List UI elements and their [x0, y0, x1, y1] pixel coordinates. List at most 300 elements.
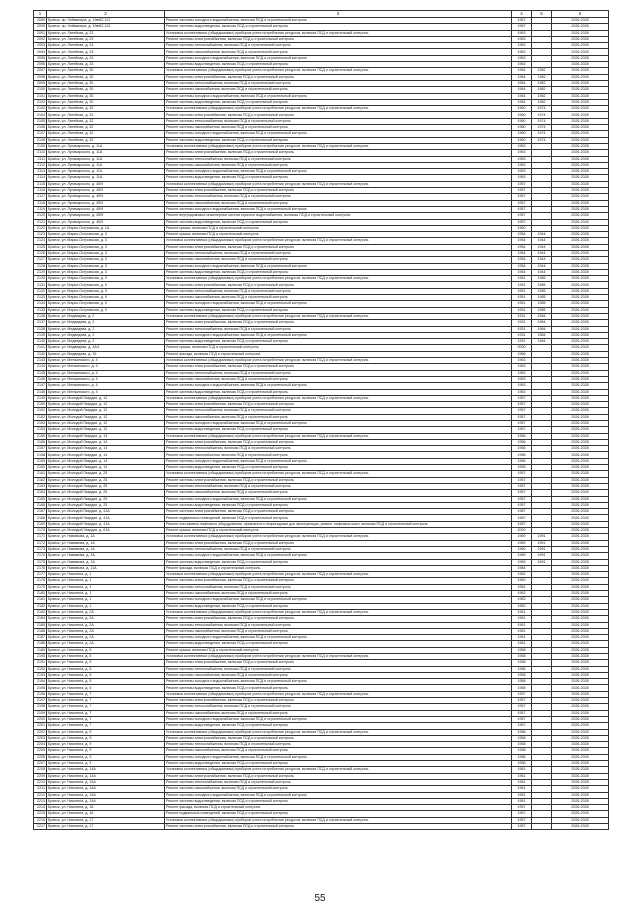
work-type-cell: Ремонт системы теплоснабжения, включая ПСД и строительный контроль [165, 704, 512, 710]
row-number-cell: 2169 [34, 521, 47, 527]
address-cell: Брянск, ул. Луначарского, д. 45/9 [47, 194, 165, 200]
row-number-cell: 2175 [34, 559, 47, 565]
year-built-cell: 1962 [512, 597, 532, 603]
planned-period-cell: 2026-2028 [552, 754, 609, 760]
year-built-cell: 1954 [512, 238, 532, 244]
year-reconstructed-cell: 1985 [532, 307, 552, 313]
row-number-cell: 2185 [34, 622, 47, 628]
row-number-cell: 2094 [34, 49, 47, 55]
address-cell: Брянск, ул. Менжинского, д. 4 [47, 383, 165, 389]
planned-period-cell: 2026-2028 [552, 735, 609, 741]
year-built-cell: 1931 [512, 339, 532, 345]
planned-period-cell: 2026-2028 [552, 24, 609, 30]
row-number-cell: 2202 [34, 729, 47, 735]
year-built-cell: 1969 [512, 534, 532, 540]
row-number-cell: 2153 [34, 421, 47, 427]
year-built-cell: 1960 [512, 131, 532, 137]
address-cell: Брянск, ул. Литейная, д. 30 [47, 68, 165, 74]
row-number-cell: 2167 [34, 509, 47, 515]
address-cell: Брянск, ул. Навимова, д. 1А [47, 534, 165, 540]
planned-period-cell: 2026-2028 [552, 55, 609, 61]
planned-period-cell: 2026-2028 [552, 609, 609, 615]
address-cell: Брянск, ул. Никитина, д. 7 [47, 691, 165, 697]
work-type-cell: Ремонт системы газоснабжения, включая ПСД и строительный контроль [165, 49, 512, 55]
address-cell: Брянск, ул. Марко-Островская, д. 3 [47, 232, 165, 238]
work-type-cell: Ремонт системы теплоснабжения, включая ПСД и строительный контроль [165, 250, 512, 256]
year-built-cell: 1967 [512, 24, 532, 30]
planned-period-cell: 2026-2028 [552, 162, 609, 168]
row-number-cell: 2216 [34, 817, 47, 823]
work-type-cell: Ремонт системы газоснабжения, включая ПСД и строительный контроль [165, 414, 512, 420]
planned-period-cell: 2026-2028 [552, 660, 609, 666]
planned-period-cell: 2026-2028 [552, 370, 609, 376]
work-type-cell: Ремонт системы газоснабжения, включая ПСД и строительный контроль [165, 628, 512, 634]
planned-period-cell: 2026-2028 [552, 666, 609, 672]
work-type-cell: Установка коллективных (общедомовых) приборов учета потребления ресурсов, включая ПСД и строительный контроль [165, 729, 512, 735]
row-number-cell: 2124 [34, 238, 47, 244]
year-built-cell: 1957 [512, 414, 532, 420]
year-built-cell: 1957 [512, 704, 532, 710]
year-built-cell: 1957 [512, 496, 532, 502]
year-built-cell: 1963 [512, 143, 532, 149]
planned-period-cell: 2026-2028 [552, 408, 609, 414]
work-type-cell: Установка коллективных (общедомовых) приборов учета потребления ресурсов, включая ПСД и строительный контроль [165, 534, 512, 540]
address-cell: Брянск, ул. Луначарского, д. 11А [47, 162, 165, 168]
row-number-cell: 2166 [34, 502, 47, 508]
row-number-cell: 2179 [34, 584, 47, 590]
planned-period-cell: 2026-2028 [552, 805, 609, 811]
year-built-cell: 1963 [512, 169, 532, 175]
year-built-cell: 1961 [512, 786, 532, 792]
work-type-cell: Установка коллективных (общедомовых) приборов учета потребления ресурсов, включая ПСД и строительный контроль [165, 358, 512, 364]
planned-period-cell: 2026-2028 [552, 232, 609, 238]
work-type-cell: Ремонт системы теплоснабжения, включая ПСД и строительный контроль [165, 584, 512, 590]
planned-period-cell: 2026-2028 [552, 263, 609, 269]
planned-period-cell: 2026-2028 [552, 477, 609, 483]
work-type-cell: Ремонт системы водоотведения, включая ПСД и строительный контроль [165, 24, 512, 30]
row-number-cell: 2147 [34, 383, 47, 389]
planned-period-cell: 2026-2028 [552, 817, 609, 823]
work-type-cell: Ремонт системы газоснабжения, включая ПСД и строительный контроль [165, 295, 512, 301]
year-built-cell: 1960 [512, 137, 532, 143]
row-number-cell: 2105 [34, 118, 47, 124]
planned-period-cell: 2026-2028 [552, 250, 609, 256]
work-type-cell: Ремонт системы электроснабжения, включая ПСД и строительный контроль [165, 112, 512, 118]
column-header-6: 6 [552, 11, 609, 18]
work-type-cell: Ремонт системы теплоснабжения, включая ПСД и строительный контроль [165, 408, 512, 414]
address-cell: Брянск, ул. Менжинского, д. 4 [47, 364, 165, 370]
work-type-cell: Ремонт системы теплоснабжения, включая ПСД и строительный контроль [165, 194, 512, 200]
row-number-cell: 2129 [34, 269, 47, 275]
year-built-cell: 1957 [512, 219, 532, 225]
work-type-cell: Ремонт системы газоснабжения, включая ПСД и строительный контроль [165, 125, 512, 131]
address-cell: Брянск, пр. Хейминера, д. 19в/62-112 [47, 24, 165, 30]
year-built-cell: 1958 [512, 685, 532, 691]
work-type-cell: Ремонт системы холодного водоснабжения, включая ПСД и строительный контроль [165, 93, 512, 99]
year-reconstructed-cell [532, 824, 552, 830]
column-header-5: 5 [532, 11, 552, 18]
planned-period-cell: 2026-2028 [552, 622, 609, 628]
row-number-cell: 2159 [34, 458, 47, 464]
address-cell: Брянск, ул. Литейная, д. 23 [47, 30, 165, 36]
row-number-cell: 2132 [34, 288, 47, 294]
address-cell: Брянск, ул. Никитина, д. 1 [47, 597, 165, 603]
planned-period-cell: 2026-2028 [552, 389, 609, 395]
address-cell: Брянск, ул. Марко-Островская, д. 3 [47, 257, 165, 263]
address-cell: Брянск, ул. Марко-Островская, д. 3 [47, 244, 165, 250]
address-cell: Брянск, ул. Никитина, д. 2А [47, 628, 165, 634]
year-built-cell: 1961 [512, 622, 532, 628]
year-built-cell: 1963 [512, 370, 532, 376]
column-header-4: 4 [512, 11, 532, 18]
planned-period-cell: 2026-2028 [552, 339, 609, 345]
work-type-cell: Ремонт системы водоотведения, включая ПСД и строительный контроль [165, 465, 512, 471]
year-built-cell: 1964 [512, 68, 532, 74]
year-built-cell: 1956 [512, 452, 532, 458]
year-built-cell: 1958 [512, 735, 532, 741]
planned-period-cell: 2026-2028 [552, 200, 609, 206]
year-built-cell: 1969 [512, 546, 532, 552]
planned-period-cell: 2026-2028 [552, 358, 609, 364]
address-cell: Брянск, ул. Луначарского, д. 11А [47, 156, 165, 162]
year-built-cell: 1956 [512, 458, 532, 464]
address-cell: Брянск, ул. Литейная, д. 30 [47, 93, 165, 99]
year-reconstructed-cell: 1984 [532, 332, 552, 338]
row-number-cell: 2214 [34, 805, 47, 811]
address-cell: Брянск, ул. Марко-Островская, д. 1А [47, 225, 165, 231]
year-built-cell: 1963 [512, 389, 532, 395]
planned-period-cell: 2026-2028 [552, 628, 609, 634]
work-type-cell: Ремонт системы теплоснабжения, включая ПСД и строительный контроль [165, 622, 512, 628]
year-reconstructed-cell: 1991 [532, 540, 552, 546]
year-reconstructed-cell: 1984 [532, 313, 552, 319]
work-type-cell: Ремонт системы газоснабжения, включая ПСД и строительный контроль [165, 376, 512, 382]
year-built-cell: 1954 [512, 232, 532, 238]
year-built-cell: 1958 [512, 679, 532, 685]
work-type-cell: Ремонт системы электроснабжения, включая ПСД и строительный контроль [165, 364, 512, 370]
planned-period-cell: 2026-2028 [552, 313, 609, 319]
address-cell: Брянск, ул. Никитина, д. 5 [47, 666, 165, 672]
address-cell: Брянск, ул. Марко-Островская, д. 3 [47, 238, 165, 244]
planned-period-cell: 2026-2028 [552, 125, 609, 131]
work-type-cell: Ремонт системы холодного водоснабжения, включая ПСД и строительный контроль [165, 597, 512, 603]
year-built-cell: 1963 [512, 62, 532, 68]
year-reconstructed-cell: 1982 [532, 68, 552, 74]
work-type-cell: Установка коллективных (общедомовых) приборов учета потребления ресурсов, включая ПСД и строительный контроль [165, 30, 512, 36]
work-type-cell: Ремонт системы теплоснабжения, включая ПСД и строительный контроль [165, 43, 512, 49]
address-cell: Брянск, ул. Молодой Гвардии, д. 14 [47, 452, 165, 458]
row-number-cell: 2215 [34, 811, 47, 817]
address-cell: Брянск, ул. Никитина, д. 7 [47, 723, 165, 729]
address-cell: Брянск, ул. Никитина, д. 9 [47, 729, 165, 735]
year-built-cell: 1963 [512, 162, 532, 168]
planned-period-cell: 2026-2028 [552, 647, 609, 653]
work-type-cell: Ремонт системы водоотведения, включая ПСД и строительный контроль [165, 99, 512, 105]
address-cell: Брянск, ул. Никитина, д. 1 [47, 572, 165, 578]
address-cell: Брянск, ул. Медведева, д. 2 [47, 339, 165, 345]
row-number-cell: 2205 [34, 748, 47, 754]
year-built-cell: 1961 [512, 609, 532, 615]
year-reconstructed-cell: 1982 [532, 80, 552, 86]
year-reconstructed-cell: 1984 [532, 320, 552, 326]
row-number-cell: 2146 [34, 376, 47, 382]
planned-period-cell: 2026-2028 [552, 578, 609, 584]
work-type-cell: Ремонт системы водоотведения, включая ПСД и строительный контроль [165, 761, 512, 767]
address-cell: Брянск, ул. Молодой Гвардии, д. 25 [47, 502, 165, 508]
planned-period-cell: 2026-2028 [552, 282, 609, 288]
address-cell: Брянск, ул. Марко-Островская, д. 9 [47, 307, 165, 313]
year-built-cell: 1957 [512, 817, 532, 823]
table-row [34, 824, 609, 830]
address-cell: Брянск, ул. Литейная, д. 30 [47, 87, 165, 93]
address-cell: Брянск, ул. Медведева, д. 2 [47, 326, 165, 332]
year-built-cell: 1957 [512, 206, 532, 212]
address-cell: Брянск, ул. Марко-Островская, д. 9 [47, 288, 165, 294]
work-type-cell: Ремонт системы электроснабжения, включая ПСД и строительный контроль [165, 540, 512, 546]
work-type-cell: Ремонт системы электроснабжения, включая ПСД и строительный контроль [165, 282, 512, 288]
year-built-cell: 1961 [512, 779, 532, 785]
work-type-cell: Ремонт системы электроснабжения, включая ПСД и строительный контроль [165, 616, 512, 622]
year-built-cell: 1957 [512, 824, 532, 830]
address-cell: Брянск, ул. Никитина, д. 1 [47, 584, 165, 590]
year-built-cell: 1961 [512, 641, 532, 647]
row-number-cell: 2101 [34, 93, 47, 99]
address-cell: Брянск, ул. Менжинского, д. 4 [47, 389, 165, 395]
year-built-cell: 1962 [512, 591, 532, 597]
work-type-cell: Установка коллективных (общедомовых) приборов учета потребления ресурсов, включая ПСД и строительный контроль [165, 817, 512, 823]
planned-period-cell: 2026-2028 [552, 597, 609, 603]
year-built-cell: 1963 [512, 49, 532, 55]
row-number-cell: 2189 [34, 647, 47, 653]
row-number-cell: 2092 [34, 36, 47, 42]
work-type-cell: Ремонт системы водоотведения, включая ПСД и строительный контроль [165, 427, 512, 433]
year-built-cell: 1957 [512, 811, 532, 817]
planned-period-cell: 2026-2028 [552, 761, 609, 767]
work-type-cell: Ремонт системы водоотведения, включая ПСД и строительный контроль [165, 559, 512, 565]
planned-period-cell: 2026-2028 [552, 528, 609, 534]
address-cell: Брянск, ул. Никитина, д. 14А [47, 786, 165, 792]
address-cell: Брянск, ул. Литейная, д. 30 [47, 99, 165, 105]
planned-period-cell: 2026-2028 [552, 137, 609, 143]
row-number-cell: 2135 [34, 307, 47, 313]
year-reconstructed-cell: 1944 [532, 257, 552, 263]
year-built-cell: 1964 [512, 93, 532, 99]
planned-period-cell: 2026-2028 [552, 553, 609, 559]
year-reconstructed-cell: 1944 [532, 269, 552, 275]
row-number-cell: 2183 [34, 609, 47, 615]
work-type-cell: Ремонт системы газоснабжения, включая ПСД и строительный контроль [165, 710, 512, 716]
row-number-cell: 2176 [34, 565, 47, 571]
address-cell: Брянск, ул. Никитина, д. 2А [47, 641, 165, 647]
address-cell: Брянск, ул. Никитина, д. 5 [47, 647, 165, 653]
address-cell: Брянск, ул. Литейная, д. 23 [47, 55, 165, 61]
work-type-cell: Ремонт системы газоснабжения, включая ПСД и строительный контроль [165, 452, 512, 458]
planned-period-cell: 2026-2028 [552, 483, 609, 489]
planned-period-cell: 2026-2028 [552, 452, 609, 458]
row-number-cell: 2090 [34, 24, 47, 30]
year-built-cell: 1961 [512, 635, 532, 641]
work-type-cell: Ремонт системы электроснабжения, включая ПСД и строительный контроль [165, 244, 512, 250]
year-reconstructed-cell: 1985 [532, 301, 552, 307]
row-number-cell: 2172 [34, 540, 47, 546]
planned-period-cell: 2026-2028 [552, 395, 609, 401]
planned-period-cell: 2026-2028 [552, 307, 609, 313]
work-type-cell: Ремонт системы водоотведения, включая ПСД и строительный контроль [165, 269, 512, 275]
address-cell: Брянск, ул. Менжинского, д. 4 [47, 358, 165, 364]
work-type-cell: Ремонт системы газоснабжения, включая ПСД и строительный контроль [165, 87, 512, 93]
work-type-cell: Ремонт системы холодного водоснабжения, включая ПСД и строительный контроль [165, 679, 512, 685]
column-number-header-row [34, 11, 609, 18]
row-number-cell: 2097 [34, 68, 47, 74]
planned-period-cell: 2026-2028 [552, 779, 609, 785]
work-type-cell: Ремонт крыши, включая ПСД и строительный контроль [165, 647, 512, 653]
work-type-cell: Ремонт системы теплоснабжения, включая ПСД и строительный контроль [165, 118, 512, 124]
work-type-cell: Ремонт системы теплоснабжения, включая ПСД и строительный контроль [165, 156, 512, 162]
year-built-cell: 1963 [512, 36, 532, 42]
planned-period-cell: 2026-2028 [552, 515, 609, 521]
work-type-cell: Ремонт системы газоснабжения, включая ПСД и строительный контроль [165, 200, 512, 206]
address-cell: Брянск, ул. Литейная, д. 23 [47, 43, 165, 49]
year-built-cell: 1962 [512, 578, 532, 584]
year-built-cell: 1962 [512, 603, 532, 609]
address-cell: Брянск, ул. Никитина, д. 9 [47, 748, 165, 754]
row-number-cell: 2089 [34, 18, 47, 24]
address-cell: Брянск, ул. Марко-Островская, д. 9 [47, 295, 165, 301]
address-cell: Брянск, ул. Молодой Гвардии, д. 14 [47, 446, 165, 452]
address-cell: Брянск, ул. Луначарского, д. 45/9 [47, 200, 165, 206]
address-cell: Брянск, ул. Медведева, д. 15 [47, 351, 165, 357]
address-cell: Брянск, ул. Никитина, д. 5 [47, 685, 165, 691]
planned-period-cell: 2026-2028 [552, 471, 609, 477]
planned-period-cell: 2026-2028 [552, 106, 609, 112]
planned-period-cell: 2026-2028 [552, 175, 609, 181]
work-type-cell: Ремонт системы теплоснабжения, включая ПСД и строительный контроль [165, 370, 512, 376]
row-number-cell: 2157 [34, 446, 47, 452]
row-number-cell: 2156 [34, 439, 47, 445]
planned-period-cell: 2026-2028 [552, 824, 609, 830]
year-reconstructed-cell: 1984 [532, 339, 552, 345]
row-number-cell: 2160 [34, 465, 47, 471]
row-number-cell: 2126 [34, 250, 47, 256]
row-number-cell: 2125 [34, 244, 47, 250]
planned-period-cell: 2026-2028 [552, 351, 609, 357]
row-number-cell: 2187 [34, 635, 47, 641]
planned-period-cell: 2026-2028 [552, 131, 609, 137]
work-type-cell: Ремонт системы электроснабжения, включая ПСД и строительный контроль [165, 36, 512, 42]
year-reconstructed-cell: 1991 [532, 553, 552, 559]
address-cell: Брянск, ул. Никитина, д. 2А [47, 622, 165, 628]
planned-period-cell: 2026-2028 [552, 62, 609, 68]
year-reconstructed-cell: 1982 [532, 93, 552, 99]
work-type-cell: Ремонт системы газоснабжения, включая ПСД и строительный контроль [165, 162, 512, 168]
work-type-cell: Ремонт системы водоотведения, включая ПСД и строительный контроль [165, 685, 512, 691]
address-cell: Брянск, ул. Медведева, д. 2 [47, 320, 165, 326]
work-type-cell: Ремонт системы холодного водоснабжения, включая ПСД и строительный контроль [165, 716, 512, 722]
address-cell: Брянск, ул. Молодой Гвардии, д. 61А [47, 528, 165, 534]
year-reconstructed-cell: 1974 [532, 137, 552, 143]
planned-period-cell: 2026-2028 [552, 635, 609, 641]
year-built-cell: 1966 [512, 351, 532, 357]
work-type-cell: Ремонт системы водоотведения, включая ПСД и строительный контроль [165, 603, 512, 609]
address-cell: Брянск, ул. Луначарского, д. 11А [47, 150, 165, 156]
row-number-cell: 2098 [34, 74, 47, 80]
year-built-cell: 1969 [512, 540, 532, 546]
year-built-cell: 1958 [512, 660, 532, 666]
address-cell: Брянск, ул. Никитина, д. 5 [47, 653, 165, 659]
address-cell: Брянск, ул. Литейная, д. 23 [47, 36, 165, 42]
row-number-cell: 2201 [34, 723, 47, 729]
work-type-cell: Ремонт системы газоснабжения, включая ПСД и строительный контроль [165, 672, 512, 678]
address-cell: Брянск, ул. Молодой Гвардии, д. 12 [47, 414, 165, 420]
work-type-cell: Ремонт системы теплоснабжения, включая ПСД и строительный контроль [165, 80, 512, 86]
planned-period-cell: 2026-2028 [552, 716, 609, 722]
work-type-cell: Установка коллективных (общедомовых) приборов учета потребления ресурсов, включая ПСД и строительный контроль [165, 238, 512, 244]
year-built-cell: 1963 [512, 364, 532, 370]
planned-period-cell: 2026-2028 [552, 672, 609, 678]
year-built-cell: 2000 [512, 345, 532, 351]
row-number-cell: 2110 [34, 150, 47, 156]
year-built-cell: 1951 [512, 301, 532, 307]
planned-period-cell: 2026-2028 [552, 465, 609, 471]
address-cell: Брянск, ул. Никитина, д. 2А [47, 635, 165, 641]
address-cell: Брянск, ул. Навимова, д. 1А [47, 546, 165, 552]
row-number-cell: 2134 [34, 301, 47, 307]
row-number-cell: 2193 [34, 672, 47, 678]
row-number-cell: 2096 [34, 62, 47, 68]
year-built-cell: 1963 [512, 156, 532, 162]
year-built-cell: 1958 [512, 672, 532, 678]
work-type-cell: Ремонт подвальных помещений, включая ПСД и строительный контроль [165, 811, 512, 817]
year-reconstructed-cell: 1985 [532, 282, 552, 288]
planned-period-cell: 2026-2028 [552, 502, 609, 508]
address-cell: Брянск, ул. Луначарского, д. 45/9 [47, 181, 165, 187]
address-cell: Брянск, ул. Никитина, д. 17 [47, 817, 165, 823]
row-number-cell: 2148 [34, 389, 47, 395]
row-number-cell: 2178 [34, 578, 47, 584]
row-number-cell: 2111 [34, 156, 47, 162]
planned-period-cell: 2026-2028 [552, 792, 609, 798]
planned-period-cell: 2026-2028 [552, 257, 609, 263]
year-built-cell: 1957 [512, 471, 532, 477]
year-built-cell: 1987 [512, 515, 532, 521]
address-cell: Брянск, ул. Молодой Гвардии, д. 12 [47, 421, 165, 427]
address-cell: Брянск, ул. Марко-Островская, д. 3 [47, 263, 165, 269]
year-built-cell: 1963 [512, 55, 532, 61]
work-type-cell: Установка коллективных (общедомовых) приборов учета потребления ресурсов, включая ПСД и строительный контроль [165, 68, 512, 74]
year-reconstructed-cell: 1991 [532, 546, 552, 552]
work-type-cell: Установка коллективных (общедомовых) приборов учета потребления ресурсов, включая ПСД и строительный контроль [165, 143, 512, 149]
year-built-cell: 1951 [512, 307, 532, 313]
planned-period-cell: 2026-2028 [552, 546, 609, 552]
work-type-cell: Установка коллективных (общедомовых) приборов учета потребления ресурсов, включая ПСД и строительный контроль [165, 691, 512, 697]
planned-period-cell: 2026-2028 [552, 798, 609, 804]
row-number-cell: 2118 [34, 200, 47, 206]
row-number-cell: 2133 [34, 295, 47, 301]
row-number-cell: 2173 [34, 546, 47, 552]
address-cell: Брянск, ул. Луначарского, д. 11А [47, 143, 165, 149]
planned-period-cell: 2026-2028 [552, 591, 609, 597]
work-type-cell: Ремонт системы электроснабжения, включая ПСД и строительный контроль [165, 509, 512, 515]
work-type-cell: Ремонт системы теплоснабжения, включая ПСД и строительный контроль [165, 779, 512, 785]
planned-period-cell: 2026-2028 [552, 194, 609, 200]
work-type-cell: Ремонт системы газоснабжения, включая ПСД и строительный контроль [165, 748, 512, 754]
year-built-cell: 1957 [512, 188, 532, 194]
row-number-cell: 2164 [34, 490, 47, 496]
year-reconstructed-cell: 1974 [532, 106, 552, 112]
year-built-cell: 1957 [512, 502, 532, 508]
table-body [34, 18, 609, 830]
year-built-cell: 1958 [512, 666, 532, 672]
